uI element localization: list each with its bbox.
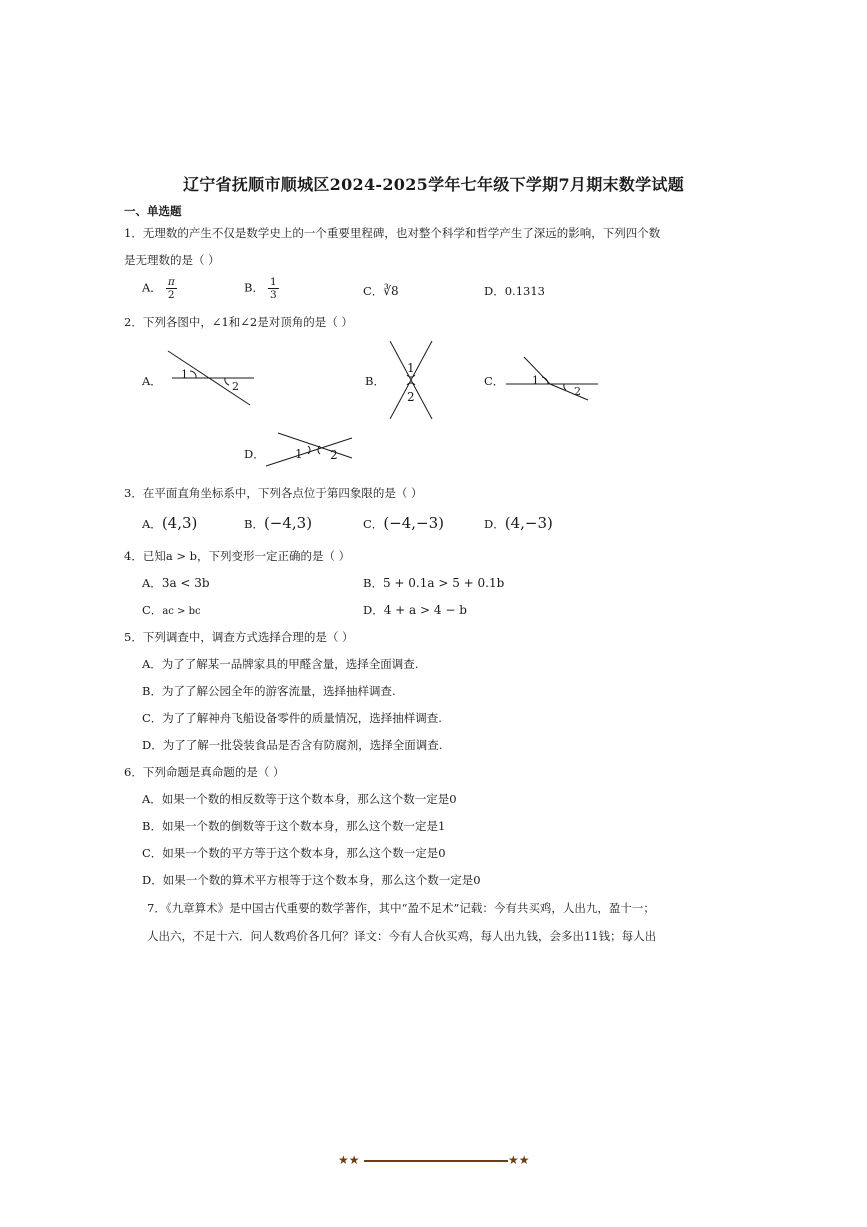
q1-stem-line1: 1．无理数的产生不仅是数学史上的一个重要里程碑，也对整个科学和哲学产生了深远的影响，下列四个数 (124, 226, 661, 240)
inequality: ac > bc (162, 606, 201, 617)
inequality: 4 + a > 4 − b (383, 603, 467, 617)
q1-option-a[interactable] (142, 276, 177, 301)
q6-option-d[interactable]: D．如果一个数的算术平方根等于这个数本身，那么这个数一定是0 (142, 873, 481, 887)
diagonal-line (266, 438, 352, 466)
option-label: A． (142, 576, 162, 590)
angle-label-2: 2 (232, 380, 239, 393)
option-label: C． (142, 603, 163, 617)
angle-label-1: 1 (295, 447, 303, 461)
option-label: D． (363, 603, 384, 617)
angle-label-2: 2 (574, 385, 581, 398)
q1-stem-line2: 是无理数的是（ ） (124, 253, 220, 267)
decimal-value: 0.1313 (504, 284, 545, 298)
q6-option-b[interactable]: B．如果一个数的倒数等于这个数本身，那么这个数一定是1 (142, 819, 446, 833)
q4-option-a[interactable] (142, 575, 210, 591)
section-heading: 一、单选题 (124, 204, 182, 218)
q2-option-c-label[interactable]: C． (484, 374, 505, 388)
q6-option-c[interactable]: C．如果一个数的平方等于这个数本身，那么这个数一定是0 (142, 846, 446, 860)
q1-option-b[interactable] (244, 276, 279, 301)
inequality: 3a < 3b (161, 576, 210, 590)
q7-stem-line1: 7．《九章算术》是中国古代重要的数学著作，其中“盈不足术”记载：今有共买鸡，人出九，盈十一； (147, 901, 655, 915)
point-value: (−4,3) (263, 514, 313, 532)
q2-diagram-d[interactable] (262, 430, 358, 470)
angle-arc (308, 446, 310, 454)
angle-arc (190, 371, 196, 378)
point-value: (−4,−3) (383, 514, 445, 532)
option-label: B． (363, 576, 383, 590)
q5-option-b[interactable]: B．为了了解公园全年的游客流量，选择抽样调查. (142, 684, 396, 698)
q3-option-a[interactable] (142, 514, 197, 532)
point-value: (4,−3) (504, 514, 553, 532)
q7-stem-line2: 人出六，不足十六．问人数鸡价各几何？译文：今有人合伙买鸡，每人出九钱，会多出11钱；每人出 (147, 929, 657, 943)
q6-stem: 6．下列命题是真命题的是（ ） (124, 765, 285, 779)
star-icon: ★★ (508, 1153, 530, 1167)
angle-label-2: 2 (330, 448, 338, 462)
option-label: C． (363, 284, 384, 298)
cube-root-value: ∛8 (383, 284, 399, 298)
option-label: B． (244, 517, 264, 531)
q4-stem: 4．已知a > b，下列变形一定正确的是（ ） (124, 549, 351, 563)
q4-option-d[interactable] (363, 602, 467, 618)
q2-option-b-label[interactable]: B． (365, 374, 385, 388)
q3-option-b[interactable] (244, 514, 312, 532)
q2-stem: 2．下列各图中，∠1和∠2是对顶角的是（ ） (124, 315, 353, 329)
option-label: C． (363, 517, 384, 531)
q1-option-d[interactable] (484, 283, 545, 299)
footer-divider (364, 1160, 508, 1162)
point-value: (4,3) (161, 514, 198, 532)
angle-arc (225, 378, 229, 385)
q2-diagram-c[interactable] (502, 354, 602, 404)
angle-arc (542, 377, 548, 384)
q5-option-d[interactable]: D．为了了解一批袋装食品是否含有防腐剂，选择全面调查. (142, 738, 443, 752)
q4-option-b[interactable] (363, 575, 504, 591)
inequality: 5 + 0.1a > 5 + 0.1b (382, 576, 505, 590)
option-label: A． (142, 517, 162, 531)
q5-option-c[interactable]: C．为了了解神舟飞船设备零件的质量情况，选择抽样调查. (142, 711, 442, 725)
q3-option-d[interactable] (484, 514, 553, 532)
q5-option-a[interactable]: A．为了了解某一品牌家具的甲醛含量，选择全面调查. (142, 657, 419, 671)
star-icon: ★★ (338, 1153, 360, 1167)
pi-over-two-fraction: $\frac{\pi}{2}$ (167, 276, 175, 301)
q3-stem: 3．在平面直角坐标系中，下列各点位于第四象限的是（ ） (124, 486, 423, 500)
angle-label-1: 1 (532, 374, 539, 387)
angle-label-2: 2 (407, 390, 415, 404)
page-title: 辽宁省抚顺市顺城区2024-2025学年七年级下学期7月期末数学试题 (182, 175, 685, 194)
q2-option-d-label[interactable]: D． (244, 447, 265, 461)
q2-diagram-a[interactable] (158, 345, 262, 409)
one-third-fraction: $\frac{1}{3}$ (269, 276, 277, 301)
q4-option-c[interactable] (142, 602, 201, 618)
angle-arc (564, 384, 566, 390)
q1-option-c[interactable] (363, 283, 399, 299)
option-label: D． (484, 517, 505, 531)
angle-label-1: 1 (181, 368, 188, 381)
q2-option-a-label[interactable]: A． (142, 374, 162, 388)
q2-diagram-b[interactable] (386, 338, 438, 422)
option-label: A． (142, 280, 162, 295)
q3-option-c[interactable] (363, 514, 444, 532)
option-label: D． (484, 284, 505, 298)
q5-stem: 5．下列调查中，调查方式选择合理的是（ ） (124, 630, 354, 644)
slanted-line (550, 384, 588, 400)
q6-option-a[interactable]: A．如果一个数的相反数等于这个数本身，那么这个数一定是0 (142, 792, 457, 806)
diagonal-line (278, 433, 352, 458)
page-footer-decoration (338, 1153, 534, 1169)
option-label: B． (244, 280, 264, 295)
angle-label-1: 1 (407, 361, 415, 375)
